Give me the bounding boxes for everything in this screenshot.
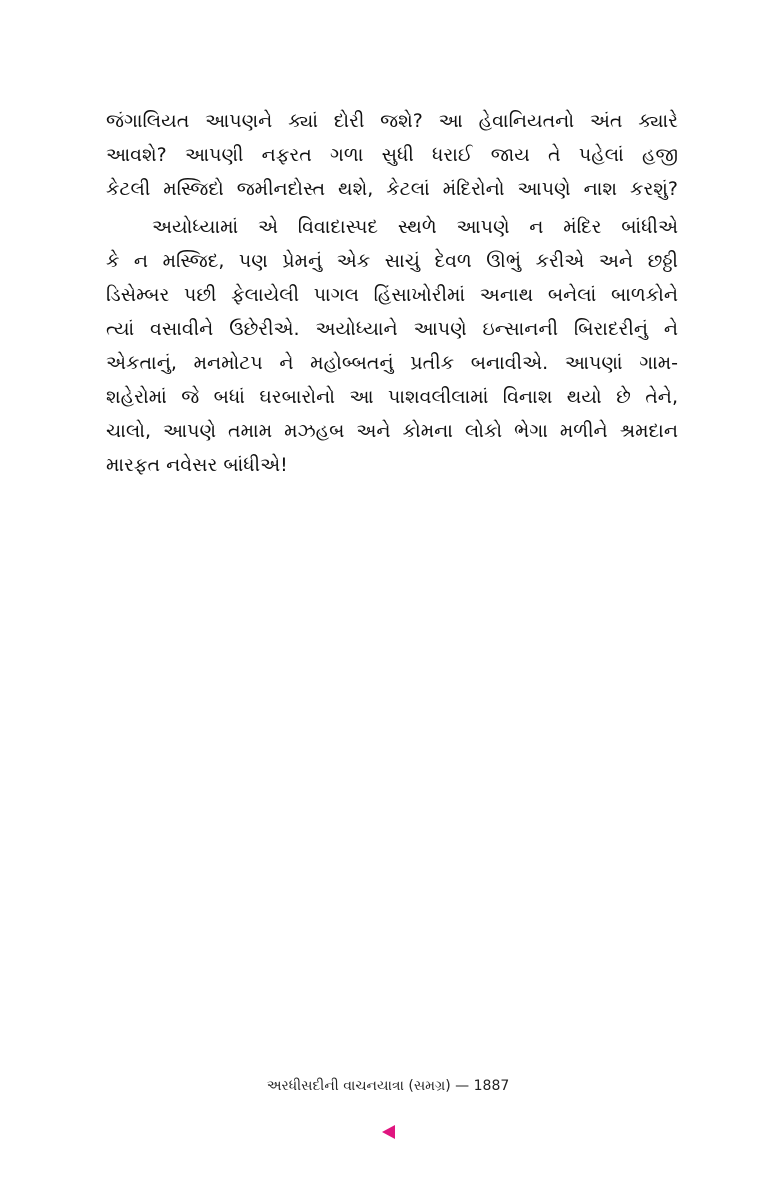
text-line: આવશે? આપણી નફરત ગળા સુધી ધરાઈ જાય તે પહેલાં હજી	[106, 144, 678, 166]
text-line: એકતાનું, મનમોટપ ને મહોબ્બતનું પ્રતીક બનાવીએ. આપણાં ગામ-	[106, 352, 678, 374]
page-footer	[0, 1076, 776, 1096]
text-line: ચાલો, આપણે તમામ મઝહબ અને કોમના લોકો ભેગા મળીને શ્રમદાન	[106, 420, 678, 442]
text-line: જંગાલિયત આપણને ક્યાં દોરી જશે? આ હેવાનિયતનો અંત ક્યારે	[106, 110, 678, 132]
text-line: ડિસેમ્બર પછી ફેલાયેલી પાગલ હિંસાખોરીમાં અનાથ બનેલાં બાળકોને	[106, 284, 678, 306]
text-line: ત્યાં વસાવીને ઉછેરીએ. અયોધ્યાને આપણે ઇન્સાનની બિરાદરીનું ને	[106, 318, 678, 340]
text-line: કેટલી મસ્જિદો જમીનદોસ્ત થશે, કેટલાં મંદિરોનો આપણે નાશ કરશું?	[106, 178, 678, 200]
triangle-left-icon[interactable]	[382, 1125, 395, 1139]
text-line: કે ન મસ્જિદ, પણ પ્રેમનું એક સાચું દેવળ ઊભું કરીએ અને છઠ્ઠી	[106, 250, 678, 272]
text-line: મારફત નવેસર બાંધીએ!	[106, 454, 288, 476]
text-line: શહેરોમાં જે બધાં ઘરબારોનો આ પાશવલીલામાં વિનાશ થયો છે તેને,	[106, 386, 678, 408]
body-text	[106, 104, 678, 482]
text-line-indented: અયોધ્યામાં એ વિવાદાસ્પદ સ્થળે આપણે ન મંદિર બાંધીએ	[152, 216, 678, 238]
footer-text: અરધીસદીની વાચનયાત્રા (સમગ્ર) — 1887	[266, 1078, 510, 1094]
